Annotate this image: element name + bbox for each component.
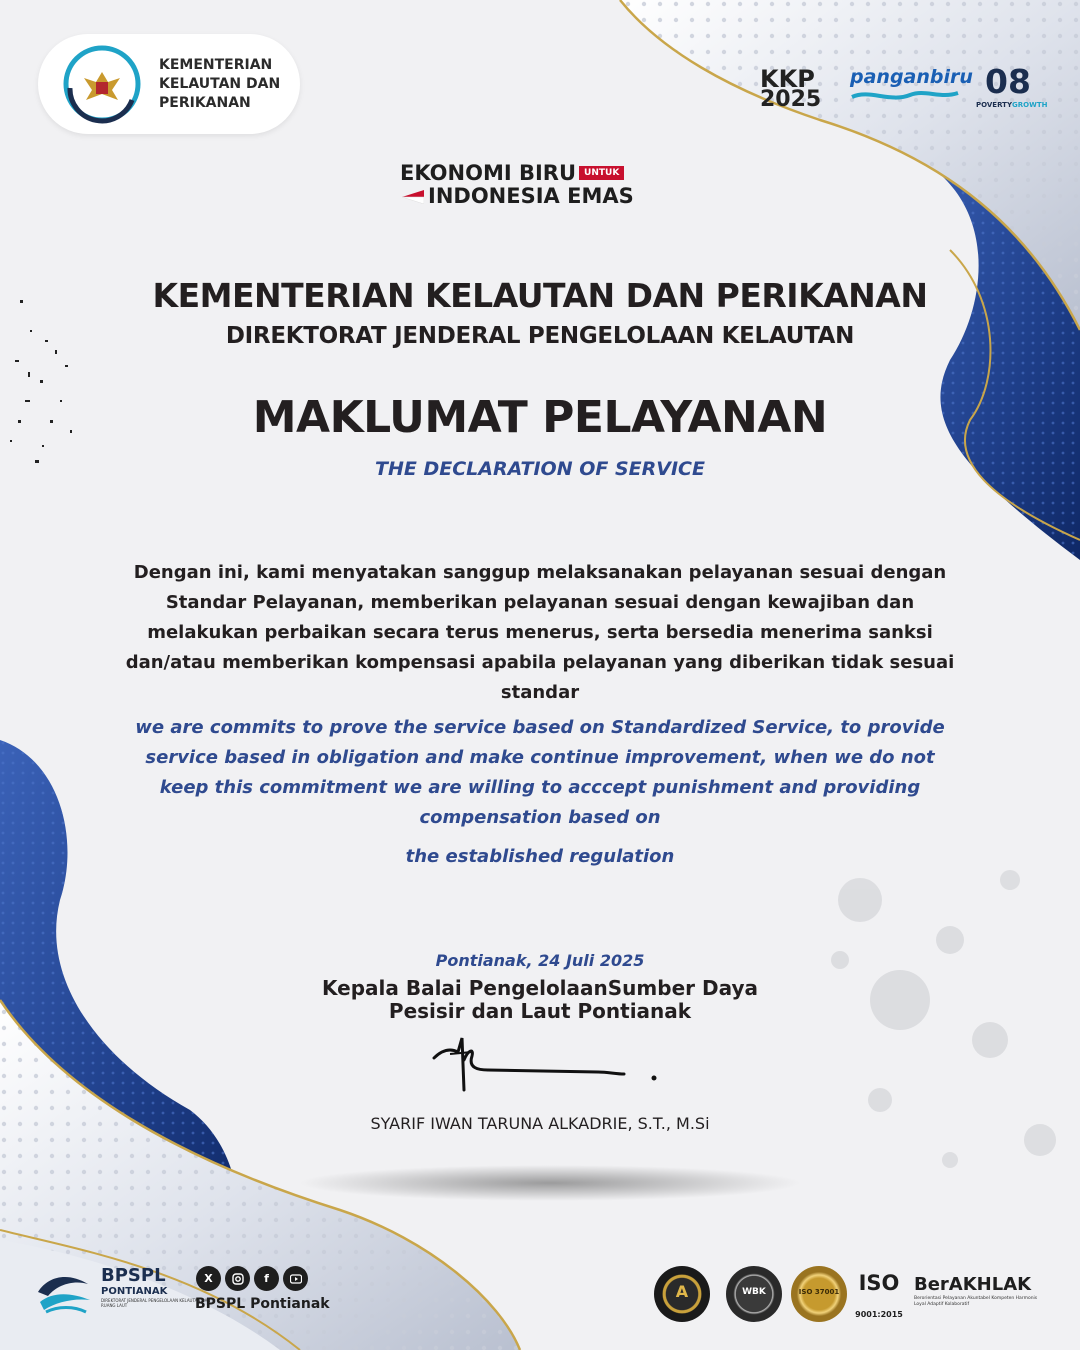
ekonomi-biru-logo	[400, 162, 680, 212]
poverty-label: POVERTY	[976, 101, 1013, 109]
page-subtitle: THE DECLARATION OF SERVICE	[375, 458, 705, 480]
signer-position-line-1: Kepala Balai PengelolaanSumber Daya	[322, 976, 758, 1000]
signer-name: SYARIF IWAN TARUNA ALKADRIE, S.T., M.Si	[370, 1114, 710, 1133]
panganbiru-logo	[850, 66, 973, 106]
wbk-badge-label: WBK	[742, 1287, 766, 1297]
handwritten-signature	[428, 1030, 668, 1100]
place-and-date: Pontianak, 24 Juli 2025	[435, 951, 645, 970]
ministry-name-line-2: KELAUTAN DAN	[159, 76, 281, 92]
wave-icon	[850, 89, 960, 103]
bpspl-name: BPSPL	[101, 1265, 166, 1286]
bpspl-wave-logo-icon	[34, 1262, 94, 1322]
statement-english: we are commits to prove the service based on Standardized Service, to provide service based in obligation and make continue improvement, when we do not keep this commitment we are willing to acccept punishment and providing compensation based on	[135, 717, 945, 828]
kkp-logo-line-2: 2025	[760, 87, 822, 112]
untuk-badge: UNTUK	[579, 166, 624, 180]
signer-position-line-2: Pesisir dan Laut Pontianak	[388, 999, 692, 1023]
iso-number: 9001:2015	[855, 1310, 903, 1319]
wbk-badge	[726, 1266, 782, 1322]
berakhlak-word: BerAKHLAK	[914, 1274, 1032, 1295]
ministry-name	[159, 56, 294, 113]
berakhlak-logo	[914, 1274, 1044, 1308]
growth-number: 08	[985, 62, 1031, 101]
ekonomi-line-1-text: EKONOMI BIRU	[400, 161, 577, 185]
instagram-icon[interactable]	[225, 1266, 250, 1291]
ekonomi-line-2: INDONESIA EMAS	[428, 184, 634, 208]
ekonomi-line-1	[400, 162, 680, 185]
a-accreditation-badge	[654, 1266, 710, 1322]
facebook-icon[interactable]: f	[254, 1266, 279, 1291]
statement-english-last-line: the established regulation	[405, 846, 675, 867]
signer-position	[0, 977, 1080, 1023]
social-handle[interactable]: BPSPL Pontianak	[195, 1296, 330, 1312]
a-badge-label: A	[675, 1282, 689, 1301]
berakhlak-subtitle: Berorientasi Pelayanan Akuntabel Kompeten Harmonis Loyal Adaptif Kolaboratif	[914, 1296, 1038, 1307]
bpspl-city: PONTIANAK	[101, 1286, 168, 1297]
statement-indonesian: Dengan ini, kami menyatakan sanggup melaksanakan pelayanan sesuai dengan Standar Pelayanan, memberikan pelayanan sesuai dengan kewajiban dan melakukan perbaikan secara terus menerus, serta bersedia menerima sanksi dan/atau memberikan kompensasi apabila pelayanan yang diberikan tidak sesuai standar	[125, 562, 955, 703]
growth-sub-labels	[976, 100, 1048, 110]
youtube-icon[interactable]	[283, 1266, 308, 1291]
kkp-2025-logo	[760, 65, 840, 112]
social-links	[196, 1266, 308, 1291]
iso-37001-label: ISO 37001	[798, 1288, 840, 1296]
growth-8-percent-logo	[976, 62, 1048, 116]
iso-37001-badge	[791, 1266, 847, 1322]
kkp-logo-line-1: KKP	[760, 65, 815, 93]
iso-word: ISO	[858, 1271, 900, 1295]
iso-9001-logo	[852, 1272, 906, 1322]
directorate-heading: DIREKTORAT JENDERAL PENGELOLAAN KELAUTAN	[225, 323, 855, 349]
ministry-logo-badge	[38, 34, 300, 134]
x-icon[interactable]: X	[196, 1266, 221, 1291]
growth-label: GROWTH	[1012, 101, 1048, 109]
indonesia-flag-icon	[402, 190, 424, 204]
bpspl-subtitle: DIREKTORAT JENDERAL PENGELOLAAN KELAUTAN DAN RUANG LAUT	[101, 1298, 211, 1308]
panganbiru-logo-text: panganbiru	[850, 66, 973, 88]
garuda-emblem-icon	[62, 44, 142, 124]
shadow-decoration	[290, 1158, 810, 1208]
ministry-name-line-3: PERIKANAN	[159, 95, 251, 111]
ministry-heading: KEMENTERIAN KELAUTAN DAN PERIKANAN	[152, 276, 928, 315]
page-title: MAKLUMAT PELAYANAN	[252, 392, 828, 443]
ministry-name-line-1: KEMENTERIAN	[159, 57, 273, 73]
